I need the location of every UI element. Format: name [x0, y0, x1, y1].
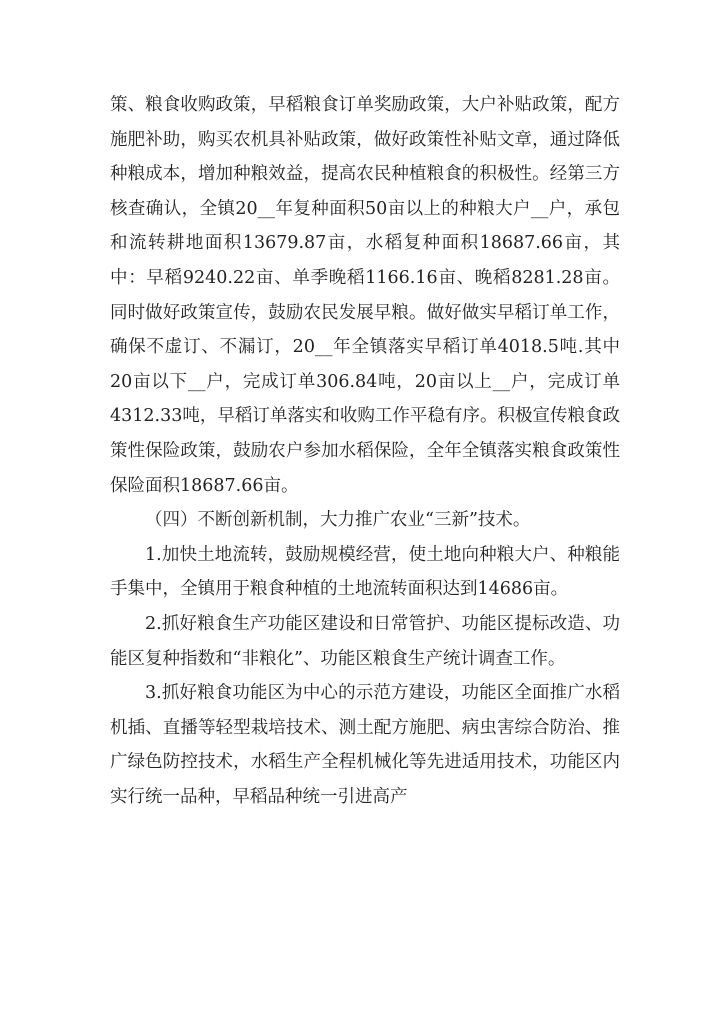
document-body	[110, 88, 620, 814]
paragraph-policy-summary: 策、粮食收购政策，早稻粮食订单奖励政策，大户补贴政策，配方施肥补助，购买农机具补贴政策，做好政策性补贴文章，通过降低种粮成本，增加种粮效益，提高农民种植粮食的积极性。经第三方核查确认，全镇20__年复种面积50亩以上的种粮大户__户，承包和流转耕地面积13679.87亩，水稻复种面积18687.66亩，其中：早稻9240.22亩、单季晚稻1166.16亩、晚稻8281.28亩。同时做好政策宣传，鼓励农民发展早粮。做好做实早稻订单工作，确保不虚订、不漏订，20__年全镇落实早稻订单4018.5吨.其中20亩以下__户，完成订单306.84吨，20亩以上__户，完成订单4312.33吨，早稻订单落实和收购工作平稳有序。积极宣传粮食政策性保险政策，鼓励农户参加水稻保险，全年全镇落实粮食政策性保险面积18687.66亩。	[110, 95, 620, 496]
paragraph-item-3: 3.抓好粮食功能区为中心的示范方建设，功能区全面推广水稻机插、直播等轻型栽培技术、测土配方施肥、病虫害综合防治、推广绿色防控技术，水稻生产全程机械化等先进适用技术，功能区内实行统一品种，早稻品种统一引进高产	[110, 683, 620, 807]
paragraph-item-1: 1.加快土地流转，鼓励规模经营，使土地向种粮大户、种粮能手集中，全镇用于粮食种植的土地流转面积达到14686亩。	[110, 544, 620, 600]
section-heading-four: （四）不断创新机制，大力推广农业“三新”技术。	[145, 510, 531, 531]
paragraph-item-2: 2.抓好粮食生产功能区建设和日常管护、功能区提标改造、功能区复种指数和“非粮化”、功能区粮食生产统计调查工作。	[110, 613, 620, 669]
